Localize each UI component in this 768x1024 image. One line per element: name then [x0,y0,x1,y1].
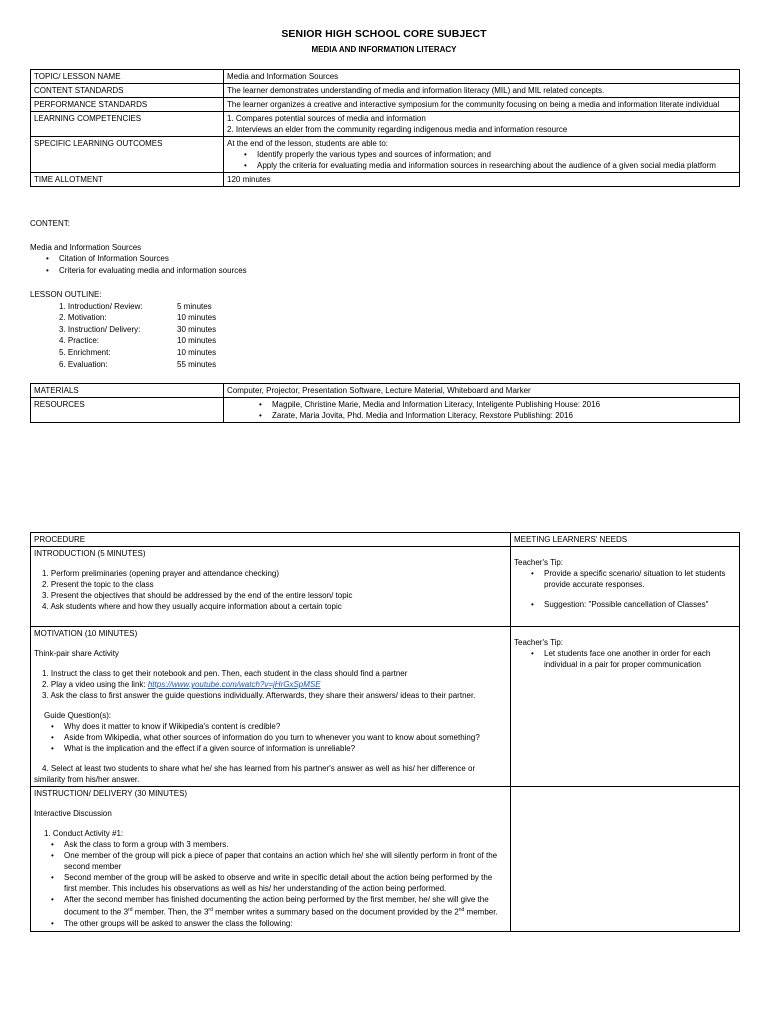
list-item [30,301,216,313]
list-item: • Second member of the group will be asked to observe and write in specific detail about the action being performed by the first member. This includes his observations as well as his/ her understanding of the action being performed. [64,872,507,894]
procedure-header: PROCEDURE [31,533,511,547]
content-topic: Media and Information Sources [30,242,142,252]
list-item [42,679,507,690]
lesson-info-table [30,69,740,187]
resources-label: RESOURCES [31,398,224,423]
list-item: • Zarate, Maria Jovita, Phd. Media and Information Literacy, Rexstore Publishing: 2016 [272,410,736,421]
list-item: • What is the implication and the effect if a given source of information is unreliable? [64,743,507,754]
topic-label: TOPIC/ LESSON NAME [31,70,224,84]
activity-label: 1. Conduct Activity #1: [44,829,124,838]
outcomes-list [227,149,736,171]
table-row [31,98,740,112]
guide-questions-label: Guide Question(s): [44,711,112,720]
list-item: • Magpile, Christine Marie, Media and Information Literacy, Inteligente Publishing House: 2016 [272,399,736,410]
list-item [30,347,216,359]
table-row [31,137,740,173]
list-item: • Let students face one another in order for each individual in a pair for proper communication [544,648,736,670]
topic-value: Media and Information Sources [224,70,740,84]
document-title: SENIOR HIGH SCHOOL CORE SUBJECT [281,28,487,40]
motivation-activity: Think-pair share Activity [34,649,119,658]
instruction-cell [31,787,511,932]
motivation-step-4: 4. Select at least two students to share what he/ she has learned from his partner's answer as well as his/ her difference or similarity from his/her answer. [34,764,476,784]
list-item: • One member of the group will pick a piece of paper that contains an action which he/ she will silently perform in front of the second member [64,850,507,872]
list-item [30,335,216,347]
table-row [31,173,740,187]
guide-questions-list [34,721,507,754]
motivation-heading: MOTIVATION (10 MINUTES) [34,629,138,638]
list-item: • Criteria for evaluating media and information sources [59,265,247,277]
list-item: 1. Instruct the class to get their notebook and pen. Then, each student in the class should find a partner [42,669,408,678]
materials-table [30,383,740,423]
introduction-tip-cell [511,547,740,627]
motivation-tip-cell [511,627,740,787]
learning-outcomes-label: SPECIFIC LEARNING OUTCOMES [31,137,224,173]
outcomes-intro: At the end of the lesson, students are able to: [227,139,388,148]
list-item: • Apply the criteria for evaluating media and information sources in researching about the audience of a given social media platform [257,160,736,171]
outline-step: 1. Introduction/ Review: [59,301,143,311]
content-section [30,218,247,276]
learning-competencies-label: LEARNING COMPETENCIES [31,112,224,137]
text-fragment: member. Then, the 3 [132,907,209,917]
outline-step: 2. Motivation: [59,313,107,323]
list-item [30,312,216,324]
outline-step: 3. Instruction/ Delivery: [59,324,141,334]
outline-time: 10 minutes [177,347,217,357]
introduction-cell [31,547,511,627]
list-item: • Citation of Information Sources [59,253,247,265]
text-fragment: member writes a summary based on the document provided by the 2 [212,907,459,917]
resources-list [227,399,736,421]
outline-step: 4. Practice: [59,336,100,346]
text-fragment: member. [464,907,498,917]
time-allotment-label: TIME ALLOTMENT [31,173,224,187]
outline-time: 10 minutes [177,313,217,323]
teachers-tip-label: Teacher's Tip: [514,638,564,647]
competency-item: 1. Compares potential sources of media and information [227,114,426,123]
list-item: • Why does it matter to know if Wikipedia's content is credible? [64,721,507,732]
table-row [31,398,740,423]
list-item: 2. Present the topic to the class [42,580,154,589]
materials-label: MATERIALS [31,384,224,398]
learners-needs-header: MEETING LEARNERS' NEEDS [511,533,740,547]
list-item: 3. Present the objectives that should be addressed by the end of the entire lesson/ topic [42,591,353,600]
lesson-outline-section [30,289,216,370]
superscript: rd [128,907,133,913]
learning-outcomes-value [224,137,740,173]
table-row [31,384,740,398]
table-row [31,533,740,547]
list-item [30,359,216,371]
competency-item: 2. Interviews an elder from the community regarding indigenous media and information resource [227,125,568,134]
table-row [31,547,740,627]
resources-value [224,398,740,423]
list-item [64,894,507,918]
table-row [31,787,740,932]
time-allotment-value: 120 minutes [224,173,740,187]
list-item [30,324,216,336]
performance-standards-label: PERFORMANCE STANDARDS [31,98,224,112]
table-row [31,70,740,84]
teachers-tip-label: Teacher's Tip: [514,558,564,567]
procedure-table [30,532,740,932]
list-item: 3. Ask the class to first answer the guide questions individually. Afterwards, they share their answers/ ideas to their partner. [42,691,476,700]
video-link[interactable]: https://www.youtube.com/watch?v=jHrGxSpMSE [147,680,321,689]
outline-time: 55 minutes [177,359,217,369]
list-item: • Aside from Wikipedia, what other sources of information do you turn to whenever you want to know about something? [64,732,507,743]
introduction-heading: INTRODUCTION (5 MINUTES) [34,549,146,558]
table-row [31,112,740,137]
performance-standards-value: The learner organizes a creative and interactive symposium for the community focusing on being a media and information literate individual [224,98,740,112]
lesson-outline-heading: LESSON OUTLINE: [30,290,102,299]
tip-list [514,648,736,670]
document-subtitle: MEDIA AND INFORMATION LITERACY [311,45,457,54]
outline-step: 5. Enrichment: [59,347,111,357]
activity-list [34,839,507,929]
outline-time: 5 minutes [177,301,212,311]
superscript: nd [458,907,465,913]
motivation-cell [31,627,511,787]
step-text: 2. Play a video using the link: [42,680,148,689]
list-item: 4. Ask students where and how they usually acquire information about a certain topic [42,602,342,611]
content-standards-value: The learner demonstrates understanding of media and information literacy (MIL) and MIL related concepts. [224,84,740,98]
table-row [31,627,740,787]
instruction-tip-cell [511,787,740,932]
content-standards-label: CONTENT STANDARDS [31,84,224,98]
list-item: • Ask the class to form a group with 3 members. [64,839,507,850]
instruction-subheading: Interactive Discussion [34,809,112,818]
list-item: 1. Perform preliminaries (opening prayer and attendance checking) [42,569,280,578]
table-row [31,84,740,98]
content-heading: CONTENT: [30,219,70,228]
learning-competencies-value [224,112,740,137]
list-item: • Identify properly the various types and sources of information; and [257,149,736,160]
superscript: rd [208,907,213,913]
list-item: • Provide a specific scenario/ situation to let students provide accurate responses. [544,568,736,590]
tip-list [514,568,736,610]
outline-step: 6. Evaluation: [59,359,108,369]
text-fragment: After the second member has finished documenting the action being performed by the first member, he/ she will give the document to the 3 [64,895,489,917]
list-item: • Suggestion: "Possible cancellation of Classes" [544,599,736,610]
materials-value: Computer, Projector, Presentation Software, Lecture Material, Whiteboard and Marker [224,384,740,398]
instruction-heading: INSTRUCTION/ DELIVERY (30 MINUTES) [34,789,188,798]
outline-time: 10 minutes [177,336,217,346]
list-item: • The other groups will be asked to answer the class the following: [64,918,507,929]
outline-time: 30 minutes [177,324,217,334]
content-list [30,253,247,276]
